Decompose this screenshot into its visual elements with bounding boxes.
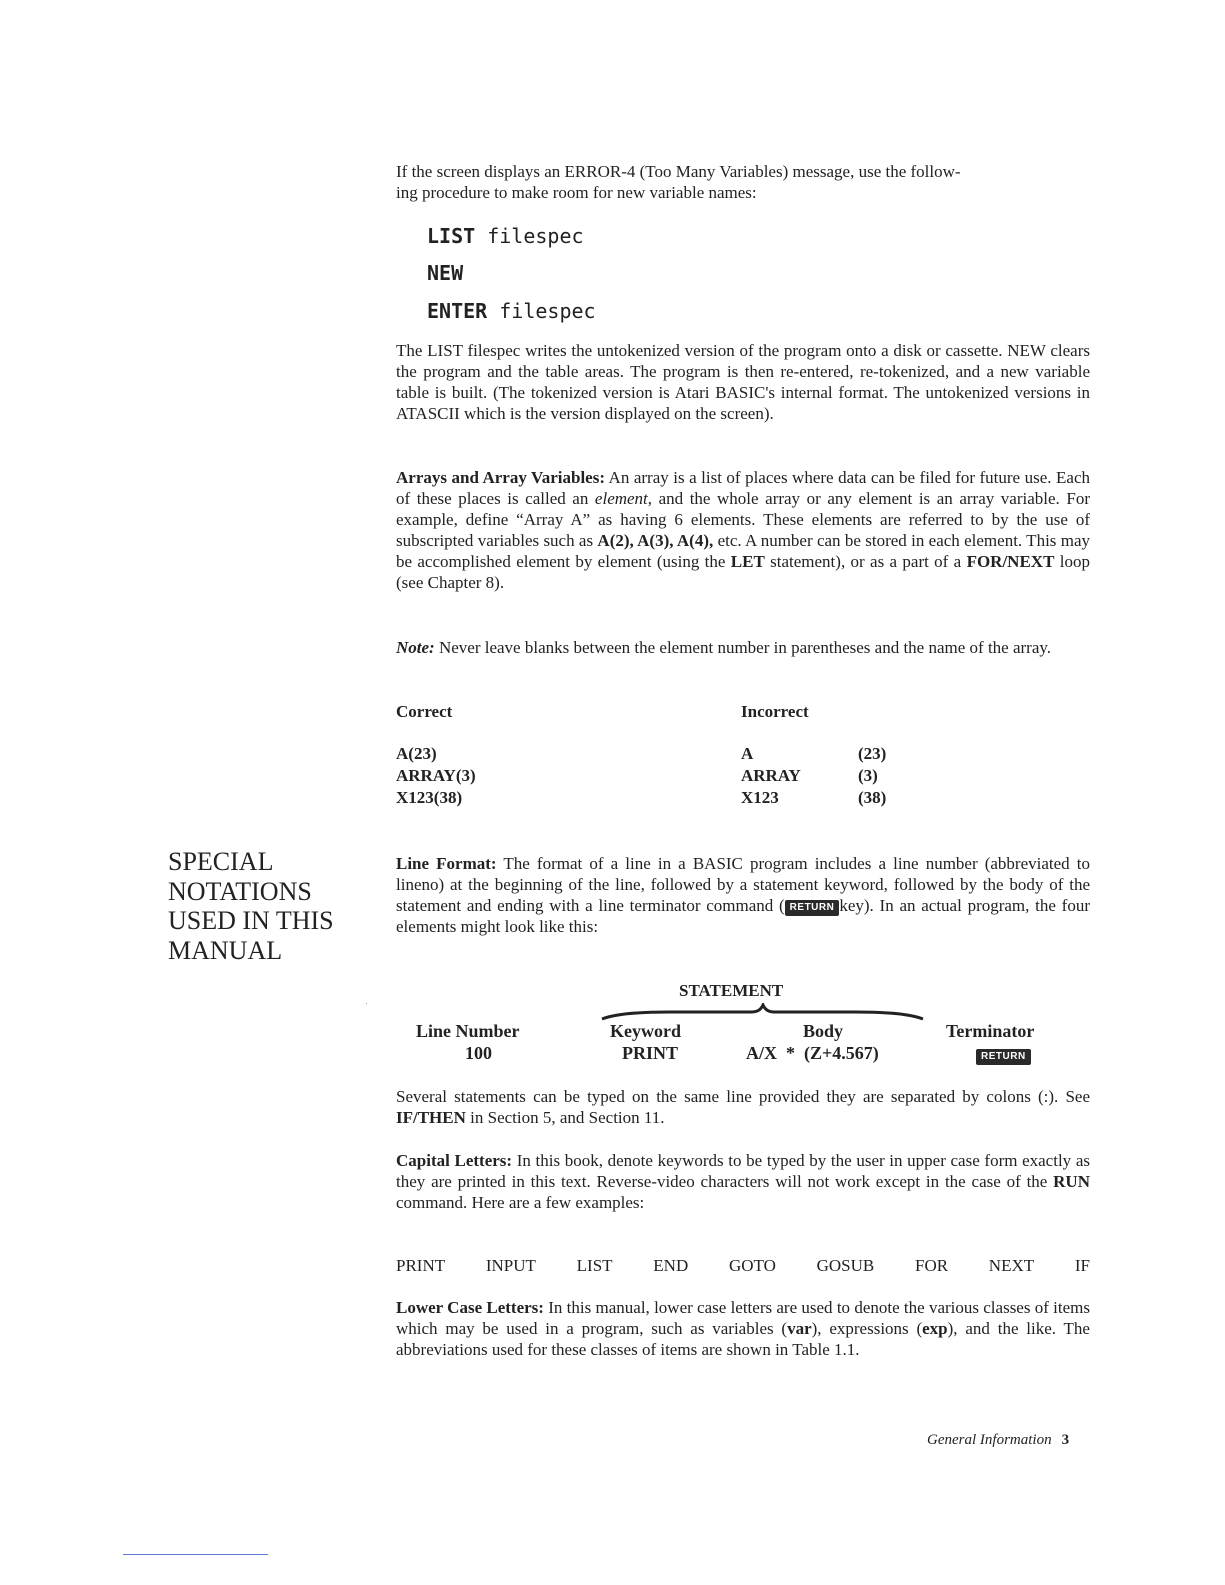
arrays-text: statement), or as a part of a (764, 552, 967, 571)
correct-header: Correct (396, 702, 453, 721)
correct-example: A(23) (396, 744, 437, 763)
keyword-example: IF (1074, 1256, 1090, 1275)
keyword-example: LIST (576, 1256, 613, 1275)
line-format-text: key). In an actual program, the four elements might look like this: (396, 896, 1090, 936)
fornext-keyword: FOR/NEXT (966, 552, 1055, 571)
capital-heading: Capital Letters: (396, 1151, 513, 1170)
note-paragraph (396, 637, 1090, 658)
line-format-heading: Line Format: (396, 854, 497, 873)
incorrect-subscript: (3) (858, 766, 878, 785)
lower-heading: Lower Case Letters: (396, 1298, 544, 1317)
keyword-example: PRINT (396, 1256, 446, 1275)
arrays-text: An array is a list of places where data can be filed for future use. Each of these places is called an (396, 468, 1090, 508)
page-footer (927, 1432, 1069, 1449)
var-keyword: var (787, 1319, 812, 1338)
let-keyword: LET (730, 552, 765, 571)
capital-text: In this book, denote keywords to be typed by the user in upper case form exactly as they are printed in this text. Reverse-video characters will not work except in the case of the (396, 1151, 1090, 1191)
diagram-line-number-label: Line Number (416, 1021, 520, 1041)
code-line-1 (427, 224, 584, 248)
intro-line-2: ing procedure to make room for new variable names: (396, 183, 757, 202)
capital-paragraph (396, 1150, 1090, 1213)
page-number: 3 (1061, 1432, 1070, 1448)
keyword-example: NEXT (988, 1256, 1035, 1275)
section-heading-line: MANUAL (168, 935, 283, 965)
keyword-examples (396, 1256, 1090, 1276)
section-heading-line: SPECIAL (168, 847, 274, 876)
arrays-paragraph (396, 467, 1090, 593)
diagram-statement-label: STATEMENT (679, 981, 784, 1000)
lower-text: In this manual, lower case letters are used to denote the various classes of items which may be used in a program, such as variables ( (396, 1298, 1091, 1338)
keyword-example: END (653, 1256, 689, 1275)
lower-paragraph (396, 1297, 1090, 1360)
diagram-body-label: Body (803, 1021, 844, 1041)
code-line-2 (427, 261, 463, 285)
code-keyword: NEW (427, 261, 464, 285)
keyword-example: GOTO (728, 1256, 776, 1275)
several-text: Several statements can be typed on the same line provided they are separated by colons (:). See (396, 1087, 1090, 1106)
keyword-example: GOSUB (816, 1256, 875, 1275)
statement-brace-icon (600, 1003, 925, 1021)
scan-speck (366, 1003, 367, 1004)
note-text: Never leave blanks between the element number in parentheses and the name of the array. (434, 638, 1052, 657)
array-examples: A(2), A(3), A(4), (597, 531, 714, 550)
incorrect-header: Incorrect (741, 702, 809, 721)
keyword-example: FOR (914, 1256, 949, 1275)
diagram-line-number-value: 100 (465, 1043, 492, 1063)
arrays-text: etc. A number can be stored in each element. This may be accomplished element by element (using the (396, 531, 1090, 571)
arrays-text: , and the whole array or any element is an array variable. For example, define “Array A” as having 6 elements. These elements are referred to by the use of subscripted variables such as (396, 489, 1090, 550)
keyword-example: INPUT (485, 1256, 536, 1275)
correct-example: ARRAY(3) (396, 766, 476, 785)
intro-line-1: If the screen displays an ERROR-4 (Too Many Variables) message, use the follow- (396, 162, 961, 181)
diagram-body-value: A/X * (Z+4.567) (746, 1043, 879, 1063)
scan-artifact-line (123, 1554, 268, 1555)
code-argument: filespec (499, 299, 596, 323)
capital-text: command. Here are a few examples: (396, 1193, 645, 1212)
return-key-icon: RETURN (785, 900, 840, 916)
code-keyword: LIST (427, 224, 476, 248)
lower-text: ), expressions ( (811, 1319, 923, 1338)
section-heading-line: NOTATIONS (168, 876, 312, 906)
correct-example: X123(38) (396, 788, 463, 807)
arrays-text: loop (see Chapter 8). (396, 552, 1090, 592)
intro-paragraph (396, 161, 1090, 203)
lower-text: ), and the like. The abbreviations used for these classes of items are shown in Table 1.1. (396, 1319, 1090, 1359)
line-format-paragraph (396, 853, 1090, 937)
code-keyword: ENTER (427, 299, 488, 323)
section-heading-line: USED IN THIS (168, 906, 334, 935)
incorrect-name: ARRAY (741, 766, 801, 785)
diagram-terminator-value (976, 1044, 1031, 1065)
line-format-text: The format of a line in a BASIC program includes a line number (abbreviated to lineno) at the beginning of the line, followed by a statement keyword, followed by the body of the statement and ending with a line terminator command ( (396, 854, 1091, 915)
diagram-keyword-value: PRINT (622, 1043, 679, 1063)
several-paragraph (396, 1086, 1090, 1128)
note-label: Note: (396, 638, 435, 657)
incorrect-name: X123 (741, 788, 779, 807)
incorrect-subscript: (23) (858, 744, 887, 763)
run-keyword: RUN (1053, 1172, 1090, 1191)
ifthen-keyword: IF/THEN (396, 1108, 466, 1127)
incorrect-subscript: (38) (858, 788, 887, 807)
footer-title: General Information (927, 1432, 1052, 1448)
several-text: in Section 5, and Section 11. (465, 1108, 665, 1127)
code-argument: filespec (487, 224, 584, 248)
list-paragraph: The LIST filespec writes the untokenized version of the program onto a disk or cassette. NEW clears the program and the table areas. The program is then re-entered, re-tokenized, and a new variable table is built. (The tokenized version is Atari BASIC's internal format. The untokenized versions in ATASCII which is the version displayed on the screen). (396, 341, 1090, 423)
exp-keyword: exp (922, 1319, 948, 1338)
return-key-icon: RETURN (976, 1049, 1031, 1065)
section-heading (168, 847, 334, 965)
diagram-keyword-label: Keyword (610, 1021, 681, 1041)
diagram-terminator-label: Terminator (946, 1021, 1035, 1041)
code-line-3 (427, 299, 596, 323)
element-term: element (594, 489, 648, 508)
arrays-heading: Arrays and Array Variables: (396, 468, 605, 487)
incorrect-name: A (741, 744, 754, 763)
